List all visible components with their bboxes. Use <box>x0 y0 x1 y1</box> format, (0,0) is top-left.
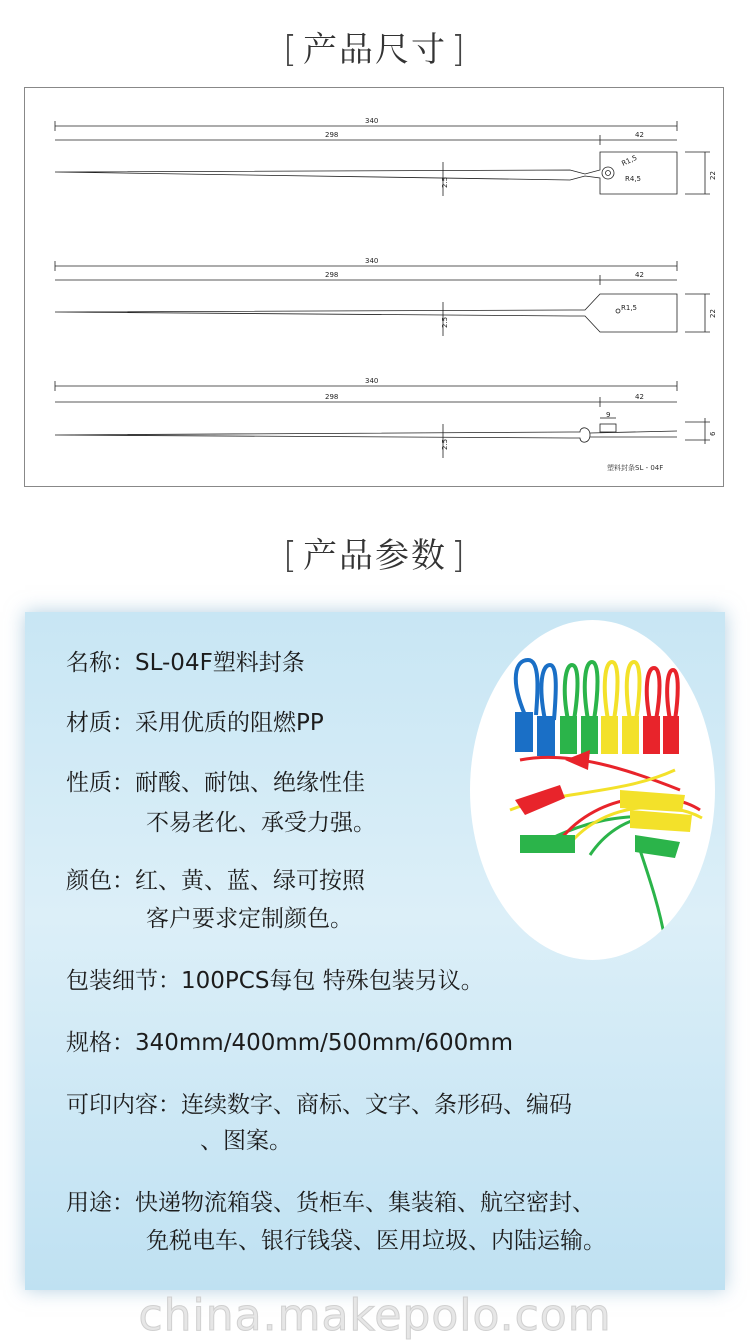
dim-r-small-1: R1,5 <box>620 153 639 168</box>
dim-total-1: 340 <box>365 117 379 125</box>
bracket-close: ] <box>451 535 468 576</box>
param-spec-label: 规格： <box>66 1030 135 1056</box>
dim-height-2: 22 <box>709 309 717 318</box>
seal-photo-illustration <box>470 620 715 960</box>
param-color <box>66 864 365 898</box>
seal-outline-1 <box>55 152 677 194</box>
param-name-value: SL-04F塑料封条 <box>135 650 305 676</box>
dim-body-2: 298 <box>325 271 339 279</box>
dim-tag-2: 42 <box>635 271 644 279</box>
param-material <box>66 706 324 740</box>
param-print-label: 可印内容： <box>66 1092 181 1118</box>
seal-outline-2 <box>55 294 677 332</box>
param-name <box>66 646 305 680</box>
param-packing-label: 包装细节： <box>66 968 181 994</box>
bracket-open: [ <box>282 29 299 70</box>
bracket-open: [ <box>282 535 299 576</box>
param-property-label: 性质： <box>66 770 135 796</box>
dim-lock-width: 9 <box>606 411 611 419</box>
section-title-dimensions <box>0 22 750 71</box>
param-packing <box>66 964 484 998</box>
dim-tag-1: 42 <box>635 131 644 139</box>
dim-tag-3: 42 <box>635 393 644 401</box>
param-spec-value: 340mm/400mm/500mm/600mm <box>135 1030 514 1056</box>
param-property <box>66 766 365 800</box>
dim-r-large-1: R4,5 <box>625 175 641 183</box>
param-property-line2: 不易老化、承受力强。 <box>146 810 376 836</box>
param-property-line1: 耐酸、耐蚀、绝缘性佳 <box>135 770 365 796</box>
param-color-label: 颜色： <box>66 868 135 894</box>
product-photo <box>470 620 715 960</box>
param-packing-value: 100PCS每包 特殊包装另议。 <box>181 968 484 994</box>
dim-width-3: 2.5 <box>441 438 449 450</box>
section-title-text: 产品参数 <box>303 536 447 576</box>
param-usage-line1: 快递物流箱袋、货柜车、集装箱、航空密封、 <box>135 1190 595 1216</box>
dim-width-2: 2.5 <box>441 316 449 328</box>
dim-total-3: 340 <box>365 377 379 385</box>
param-color-line1: 红、黄、蓝、绿可按照 <box>135 868 365 894</box>
drawing-svg <box>25 88 723 486</box>
dim-height-1: 22 <box>709 171 717 180</box>
section-title-text: 产品尺寸 <box>303 30 447 70</box>
section-title-parameters <box>0 528 750 577</box>
param-print-line1: 连续数字、商标、文字、条形码、编码 <box>181 1092 572 1118</box>
param-print-line2: 、图案。 <box>200 1128 292 1154</box>
dim-lock-height: 6 <box>709 431 717 436</box>
param-usage <box>66 1186 595 1220</box>
param-name-label: 名称： <box>66 650 135 676</box>
dim-body-1: 298 <box>325 131 339 139</box>
technical-drawing <box>24 87 724 487</box>
dim-body-3: 298 <box>325 393 339 401</box>
param-usage-line2: 免税电车、银行钱袋、医用垃圾、内陆运输。 <box>146 1228 606 1254</box>
param-spec <box>66 1026 513 1060</box>
dim-r-small-2: R1,5 <box>621 304 637 312</box>
bracket-close: ] <box>451 29 468 70</box>
dim-total-2: 340 <box>365 257 379 265</box>
param-material-label: 材质： <box>66 710 135 736</box>
param-usage-label: 用途： <box>66 1190 135 1216</box>
param-print <box>66 1088 572 1122</box>
seal-outline-3 <box>55 428 590 442</box>
param-material-value: 采用优质的阻燃PP <box>135 710 324 736</box>
model-label: 塑料封条SL - 04F <box>607 464 664 472</box>
param-color-line2: 客户要求定制颜色。 <box>146 906 353 932</box>
dim-width-1: 2.5 <box>441 176 449 188</box>
watermark: china.makepolo.com <box>138 1290 612 1341</box>
